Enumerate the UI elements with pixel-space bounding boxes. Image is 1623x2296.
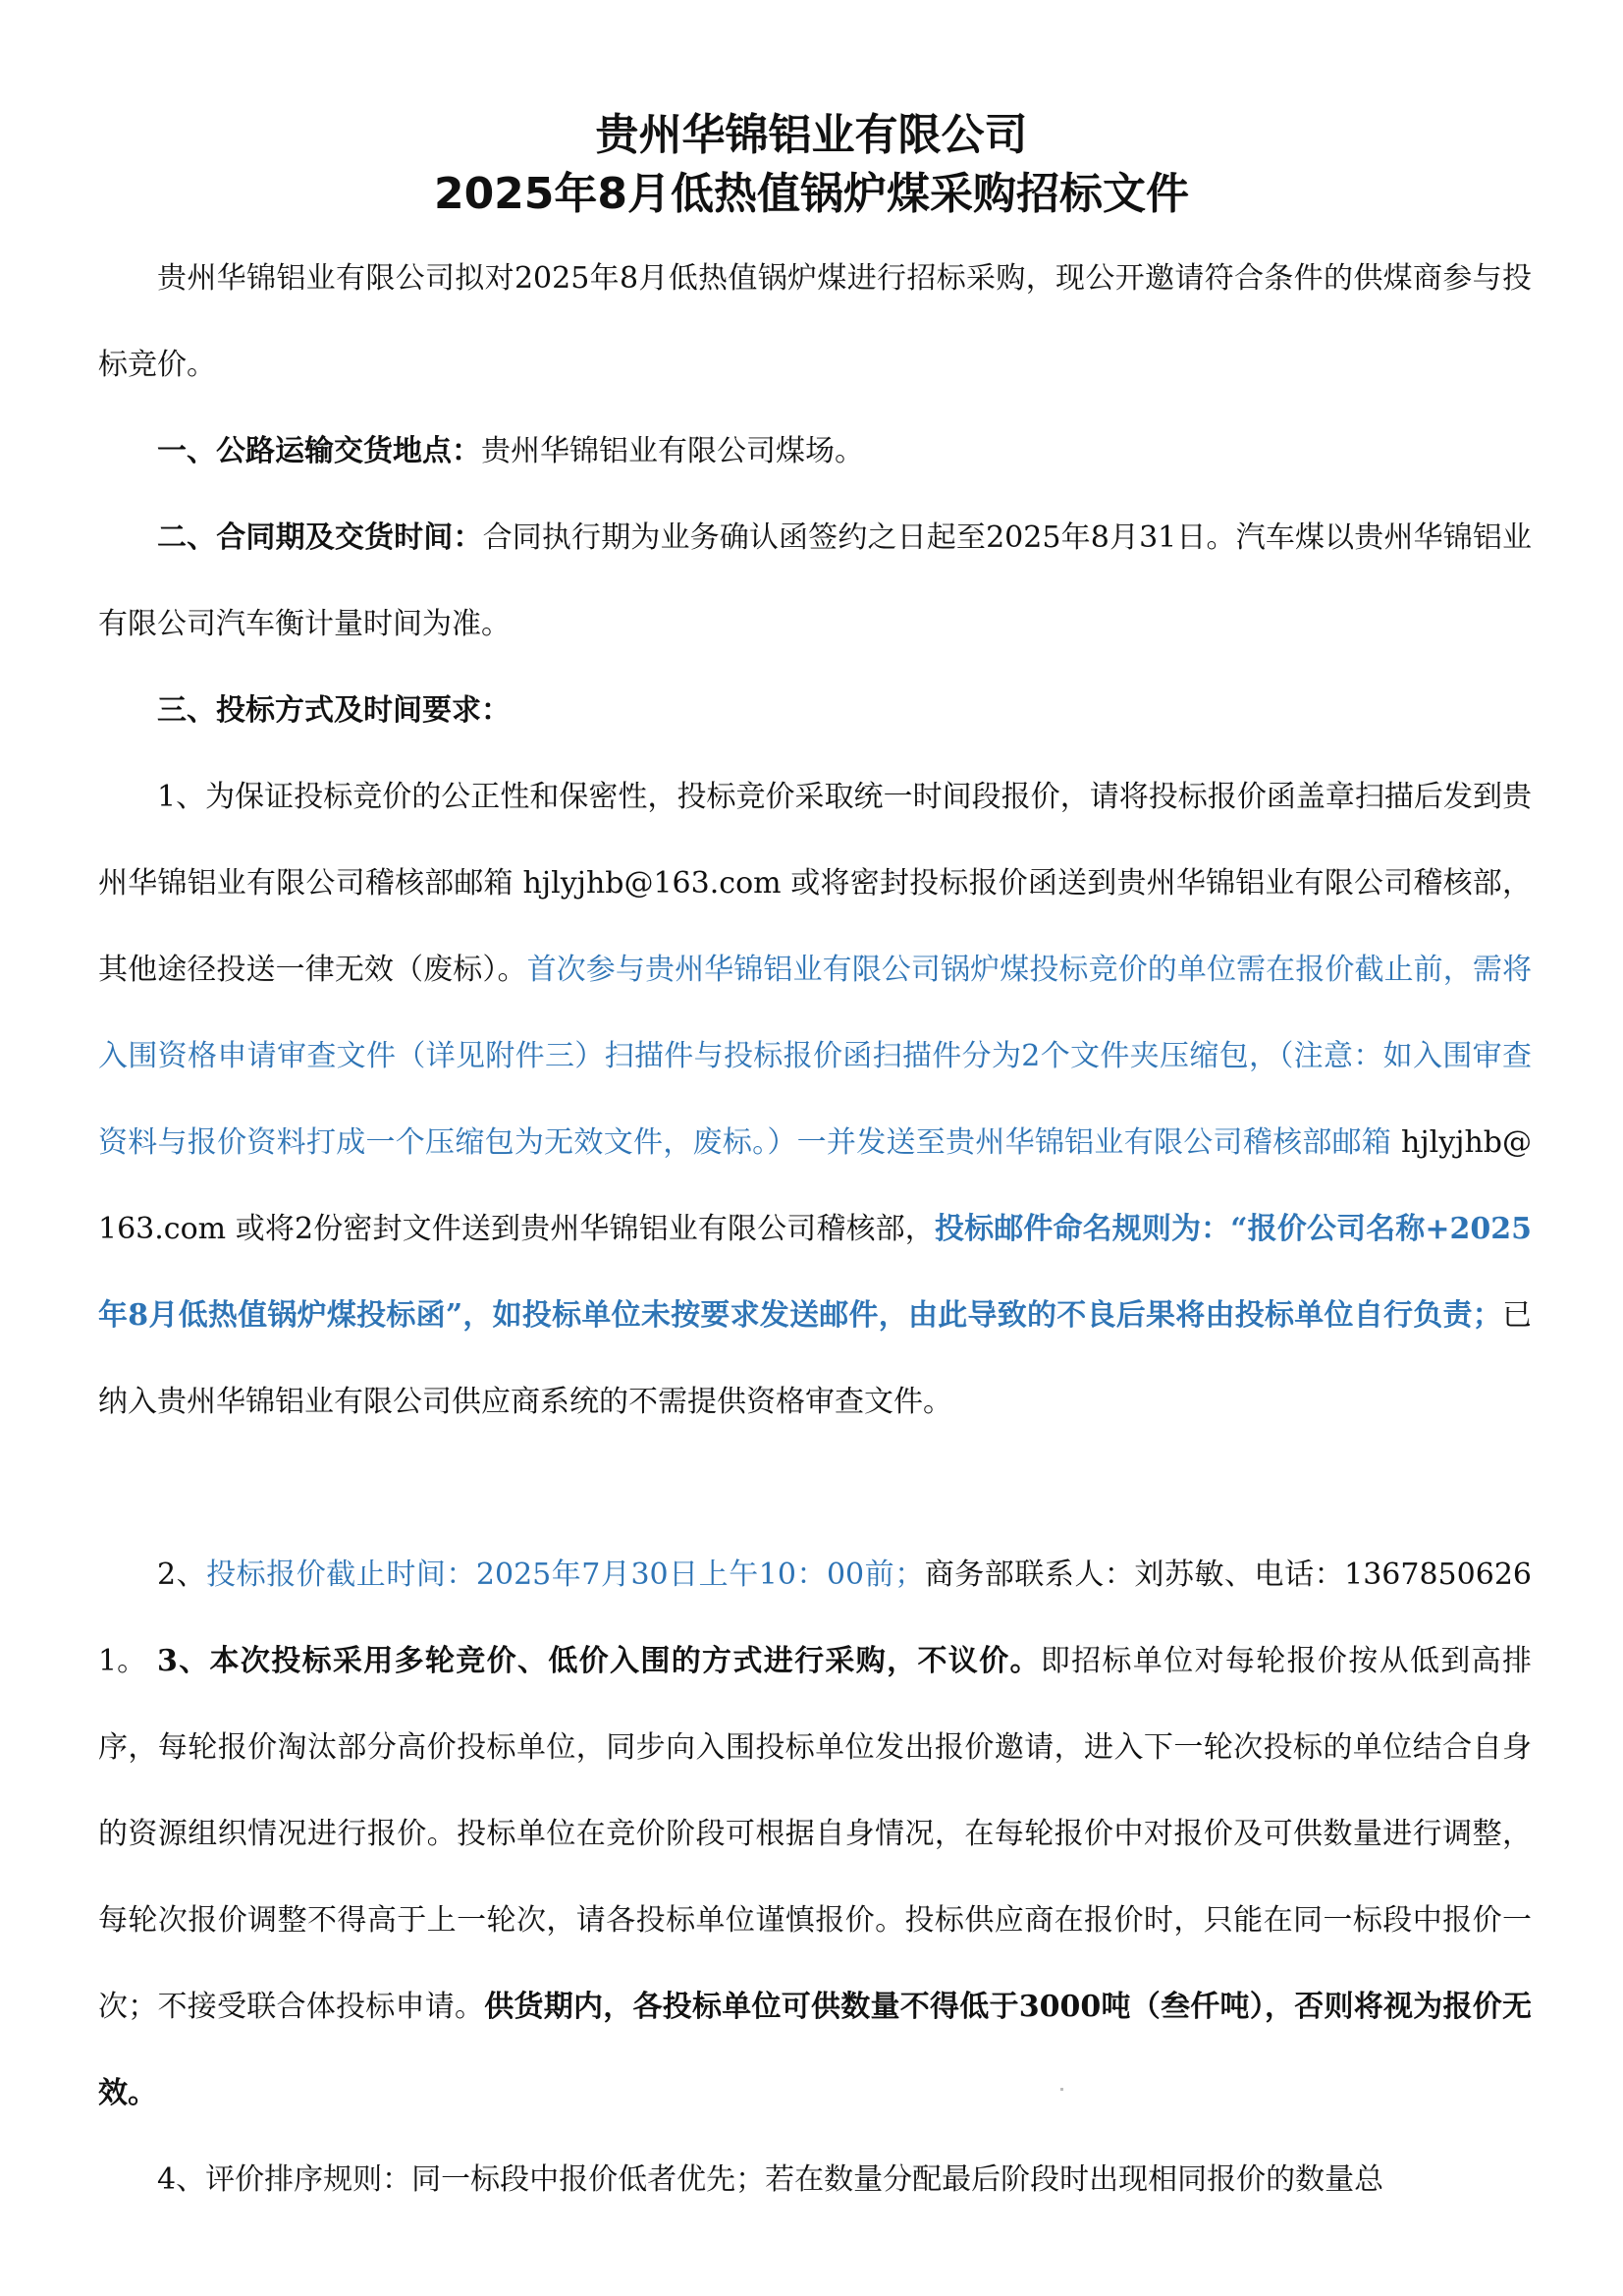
item-4-paragraph: 4、评价排序规则：同一标段中报价低者优先；若在数量分配最后阶段时出现相同报价的数量总 xyxy=(157,2162,1384,2197)
scan-speck xyxy=(1060,2088,1063,2091)
item-2-prefix: 2、 xyxy=(157,1558,207,1592)
item-1-part2: 首次参与贵州华锦铝业有限公司锅炉煤投标竞价的单位需在报价截止前，需将入围资格申请审查文件（详见附件三）扫描件与投标报价函扫描件分为2个文件夹压缩包，（注意：如入围审查资料与报价资料打成一个压缩包为无效文件，废标。）一并发送至贵州华锦铝业有限公司稽核部邮箱 xyxy=(98,953,1532,1160)
section-2-body: 合同执行期为业务确认函签约之日起至2025年8月31日。汽车煤以贵州华锦铝业有限公司汽车衡计量时间为准。 xyxy=(98,520,1533,641)
item-2-contact: 商务部联系人：刘苏敏、电话：13678506261。 xyxy=(98,1558,1532,1678)
intro-paragraph: 贵州华锦铝业有限公司拟对2025年8月低热值锅炉煤进行招标采购，现公开邀请符合条件的供煤商参与投标竞价。 xyxy=(98,261,1532,382)
section-2 xyxy=(98,495,1532,668)
item-1-part3: hjlyjhb@163.com 或将2份密封文件送到贵州华锦铝业有限公司稽核部， xyxy=(98,1125,1533,1246)
section-2-heading: 二、合同期及交货时间： xyxy=(157,520,483,555)
item-1-part5: 已纳入贵州华锦铝业有限公司供应商系统的不需提供资格审查文件。 xyxy=(98,1298,1532,1419)
section-3-heading: 三、投标方式及时间要求： xyxy=(157,693,511,728)
document-title-line1: 贵州华锦铝业有限公司 xyxy=(595,110,1028,160)
document-title-line2: 2025年8月低热值锅炉煤采购招标文件 xyxy=(433,169,1190,219)
section-1-body: 贵州华锦铝业有限公司煤场。 xyxy=(481,434,864,468)
item-3-bold-part: 3、本次投标采用多轮竞价、低价入围的方式进行采购，不议价。 xyxy=(157,1644,1041,1678)
item-3-body: 即招标单位对每轮报价按从低到高排序，每轮报价淘汰部分高价投标单位，同步向入围投标单位发出报价邀请，进入下一轮次投标的单位结合自身的资源组织情况进行报价。投标单位在竞价阶段可根据自身情况，在每轮报价中对报价及可供数量进行调整，每轮次报价调整不得高于上一轮次，请各投标单位谨慎报价。投标供应商在报价时，只能在同一标段中报价一次；不接受联合体投标申请。 xyxy=(98,1644,1532,2024)
section-3 xyxy=(98,668,1532,754)
item-1-paragraph xyxy=(98,754,1532,1446)
item-1-part4: 投标邮件命名规则为：“报价公司名称+2025年8月低热值锅炉煤投标函”，如投标单位未按要求发送邮件，由此导致的不良后果将由投标单位自行负责； xyxy=(98,1212,1533,1333)
item-3-paragraph xyxy=(98,1618,1532,2137)
section-1 xyxy=(98,409,1532,495)
section-1-heading: 一、公路运输交货地点： xyxy=(157,434,481,468)
item-2-deadline: 投标报价截止时间：2025年7月30日上午10：00前； xyxy=(206,1558,925,1592)
item-3-bold-end: 供货期内，各投标单位可供数量不得低于3000吨（叁仟吨），否则将视为报价无效。 xyxy=(98,1990,1532,2110)
item-1-part1: 1、为保证投标竞价的公正性和保密性，投标竞价采取统一时间段报价，请将投标报价函盖章扫描后发到贵州华锦铝业有限公司稽核部邮箱 hjlyjhb@163.com 或将密封投标报价函送到贵州华锦铝业有限公司稽核部，其他途径投送一律无效（废标）。 xyxy=(98,780,1532,987)
